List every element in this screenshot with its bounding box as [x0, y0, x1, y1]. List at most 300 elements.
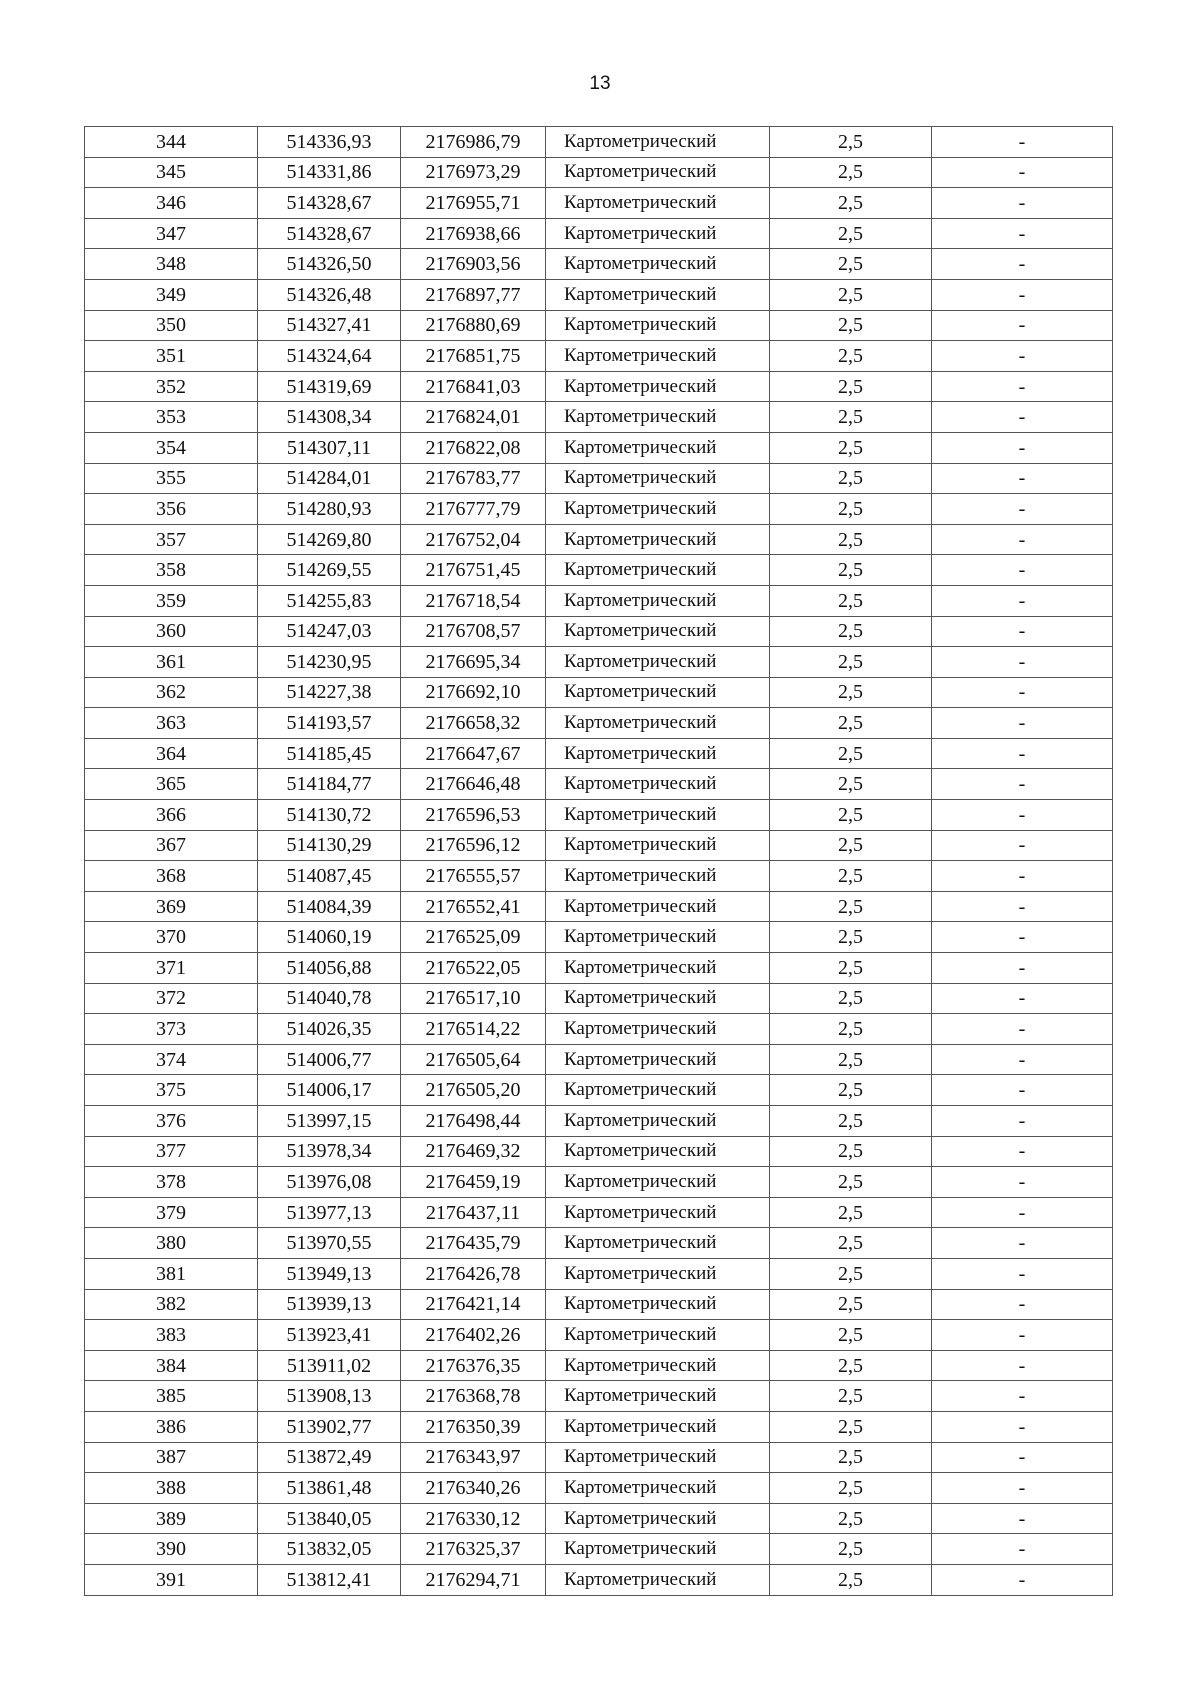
description-cell: - — [932, 1289, 1113, 1320]
table-row — [85, 1197, 1113, 1228]
accuracy-cell: 2,5 — [770, 647, 932, 678]
accuracy-cell: 2,5 — [770, 1106, 932, 1137]
description-cell: - — [932, 1014, 1113, 1045]
table-row — [85, 1136, 1113, 1167]
table-row — [85, 1350, 1113, 1381]
y-coordinate-cell: 2176514,22 — [401, 1014, 546, 1045]
accuracy-cell: 2,5 — [770, 494, 932, 525]
description-cell: - — [932, 463, 1113, 494]
x-coordinate-cell: 514040,78 — [258, 983, 401, 1014]
x-coordinate-cell: 513949,13 — [258, 1258, 401, 1289]
method-cell: Картометрический — [546, 1411, 770, 1442]
x-coordinate-cell: 514328,67 — [258, 218, 401, 249]
y-coordinate-cell: 2176822,08 — [401, 432, 546, 463]
table-row — [85, 157, 1113, 188]
method-cell: Картометрический — [546, 1564, 770, 1595]
description-cell: - — [932, 1534, 1113, 1565]
point-number-cell: 382 — [85, 1289, 258, 1320]
table-row — [85, 647, 1113, 678]
method-cell: Картометрический — [546, 1075, 770, 1106]
table-row — [85, 402, 1113, 433]
table-row — [85, 922, 1113, 953]
table-row — [85, 1473, 1113, 1504]
description-cell: - — [932, 371, 1113, 402]
x-coordinate-cell: 514269,55 — [258, 555, 401, 586]
table-row — [85, 371, 1113, 402]
accuracy-cell: 2,5 — [770, 1503, 932, 1534]
x-coordinate-cell: 514006,17 — [258, 1075, 401, 1106]
method-cell: Картометрический — [546, 555, 770, 586]
table-row — [85, 1564, 1113, 1595]
description-cell: - — [932, 1258, 1113, 1289]
table-row — [85, 279, 1113, 310]
table-row — [85, 310, 1113, 341]
table-row — [85, 1442, 1113, 1473]
description-cell: - — [932, 188, 1113, 219]
method-cell: Картометрический — [546, 432, 770, 463]
point-number-cell: 361 — [85, 647, 258, 678]
description-cell: - — [932, 310, 1113, 341]
method-cell: Картометрический — [546, 953, 770, 984]
y-coordinate-cell: 2176777,79 — [401, 494, 546, 525]
table-row — [85, 341, 1113, 372]
point-number-cell: 365 — [85, 769, 258, 800]
accuracy-cell: 2,5 — [770, 524, 932, 555]
description-cell: - — [932, 1473, 1113, 1504]
point-number-cell: 349 — [85, 279, 258, 310]
method-cell: Картометрический — [546, 279, 770, 310]
y-coordinate-cell: 2176986,79 — [401, 127, 546, 158]
x-coordinate-cell: 514130,72 — [258, 800, 401, 831]
table-row — [85, 708, 1113, 739]
method-cell: Картометрический — [546, 708, 770, 739]
x-coordinate-cell: 514326,48 — [258, 279, 401, 310]
y-coordinate-cell: 2176517,10 — [401, 983, 546, 1014]
x-coordinate-cell: 514026,35 — [258, 1014, 401, 1045]
y-coordinate-cell: 2176522,05 — [401, 953, 546, 984]
x-coordinate-cell: 514308,34 — [258, 402, 401, 433]
accuracy-cell: 2,5 — [770, 1044, 932, 1075]
table-row — [85, 1106, 1113, 1137]
description-cell: - — [932, 249, 1113, 280]
description-cell: - — [932, 127, 1113, 158]
description-cell: - — [932, 524, 1113, 555]
table-row — [85, 1228, 1113, 1259]
method-cell: Картометрический — [546, 1289, 770, 1320]
point-number-cell: 373 — [85, 1014, 258, 1045]
accuracy-cell: 2,5 — [770, 585, 932, 616]
method-cell: Картометрический — [546, 371, 770, 402]
coordinates-table-body — [85, 127, 1113, 1596]
description-cell: - — [932, 1381, 1113, 1412]
point-number-cell: 385 — [85, 1381, 258, 1412]
description-cell: - — [932, 1228, 1113, 1259]
page-number: 13 — [589, 73, 611, 94]
x-coordinate-cell: 513902,77 — [258, 1411, 401, 1442]
table-row — [85, 1258, 1113, 1289]
accuracy-cell: 2,5 — [770, 1442, 932, 1473]
x-coordinate-cell: 514269,80 — [258, 524, 401, 555]
table-row — [85, 800, 1113, 831]
point-number-cell: 372 — [85, 983, 258, 1014]
x-coordinate-cell: 514247,03 — [258, 616, 401, 647]
y-coordinate-cell: 2176752,04 — [401, 524, 546, 555]
method-cell: Картометрический — [546, 1258, 770, 1289]
point-number-cell: 354 — [85, 432, 258, 463]
y-coordinate-cell: 2176505,20 — [401, 1075, 546, 1106]
x-coordinate-cell: 514185,45 — [258, 738, 401, 769]
y-coordinate-cell: 2176459,19 — [401, 1167, 546, 1198]
point-number-cell: 374 — [85, 1044, 258, 1075]
point-number-cell: 375 — [85, 1075, 258, 1106]
point-number-cell: 379 — [85, 1197, 258, 1228]
x-coordinate-cell: 514328,67 — [258, 188, 401, 219]
point-number-cell: 384 — [85, 1350, 258, 1381]
y-coordinate-cell: 2176938,66 — [401, 218, 546, 249]
x-coordinate-cell: 513976,08 — [258, 1167, 401, 1198]
description-cell: - — [932, 1044, 1113, 1075]
table-row — [85, 1014, 1113, 1045]
method-cell: Картометрический — [546, 463, 770, 494]
point-number-cell: 351 — [85, 341, 258, 372]
x-coordinate-cell: 514060,19 — [258, 922, 401, 953]
accuracy-cell: 2,5 — [770, 157, 932, 188]
table-row — [85, 830, 1113, 861]
accuracy-cell: 2,5 — [770, 708, 932, 739]
x-coordinate-cell: 513872,49 — [258, 1442, 401, 1473]
description-cell: - — [932, 432, 1113, 463]
method-cell: Картометрический — [546, 1473, 770, 1504]
y-coordinate-cell: 2176376,35 — [401, 1350, 546, 1381]
y-coordinate-cell: 2176555,57 — [401, 861, 546, 892]
x-coordinate-cell: 514056,88 — [258, 953, 401, 984]
description-cell: - — [932, 1106, 1113, 1137]
y-coordinate-cell: 2176340,26 — [401, 1473, 546, 1504]
description-cell: - — [932, 279, 1113, 310]
x-coordinate-cell: 513832,05 — [258, 1534, 401, 1565]
point-number-cell: 366 — [85, 800, 258, 831]
accuracy-cell: 2,5 — [770, 616, 932, 647]
description-cell: - — [932, 891, 1113, 922]
description-cell: - — [932, 738, 1113, 769]
x-coordinate-cell: 514006,77 — [258, 1044, 401, 1075]
method-cell: Картометрический — [546, 1350, 770, 1381]
accuracy-cell: 2,5 — [770, 555, 932, 586]
point-number-cell: 350 — [85, 310, 258, 341]
table-row — [85, 432, 1113, 463]
method-cell: Картометрический — [546, 1381, 770, 1412]
accuracy-cell: 2,5 — [770, 1411, 932, 1442]
description-cell: - — [932, 1503, 1113, 1534]
table-row — [85, 249, 1113, 280]
point-number-cell: 346 — [85, 188, 258, 219]
description-cell: - — [932, 555, 1113, 586]
y-coordinate-cell: 2176955,71 — [401, 188, 546, 219]
method-cell: Картометрический — [546, 494, 770, 525]
y-coordinate-cell: 2176596,12 — [401, 830, 546, 861]
y-coordinate-cell: 2176552,41 — [401, 891, 546, 922]
method-cell: Картометрический — [546, 1320, 770, 1351]
y-coordinate-cell: 2176325,37 — [401, 1534, 546, 1565]
method-cell: Картометрический — [546, 524, 770, 555]
accuracy-cell: 2,5 — [770, 432, 932, 463]
y-coordinate-cell: 2176368,78 — [401, 1381, 546, 1412]
point-number-cell: 381 — [85, 1258, 258, 1289]
table-row — [85, 616, 1113, 647]
method-cell: Картометрический — [546, 188, 770, 219]
method-cell: Картометрический — [546, 891, 770, 922]
y-coordinate-cell: 2176646,48 — [401, 769, 546, 800]
x-coordinate-cell: 514087,45 — [258, 861, 401, 892]
description-cell: - — [932, 1167, 1113, 1198]
x-coordinate-cell: 513861,48 — [258, 1473, 401, 1504]
point-number-cell: 358 — [85, 555, 258, 586]
point-number-cell: 391 — [85, 1564, 258, 1595]
y-coordinate-cell: 2176402,26 — [401, 1320, 546, 1351]
method-cell: Картометрический — [546, 769, 770, 800]
table-row — [85, 953, 1113, 984]
accuracy-cell: 2,5 — [770, 1473, 932, 1504]
y-coordinate-cell: 2176903,56 — [401, 249, 546, 280]
table-row — [85, 1075, 1113, 1106]
table-row — [85, 127, 1113, 158]
accuracy-cell: 2,5 — [770, 1381, 932, 1412]
description-cell: - — [932, 1075, 1113, 1106]
method-cell: Картометрический — [546, 1167, 770, 1198]
point-number-cell: 369 — [85, 891, 258, 922]
method-cell: Картометрический — [546, 157, 770, 188]
x-coordinate-cell: 514184,77 — [258, 769, 401, 800]
y-coordinate-cell: 2176421,14 — [401, 1289, 546, 1320]
point-number-cell: 357 — [85, 524, 258, 555]
accuracy-cell: 2,5 — [770, 188, 932, 219]
y-coordinate-cell: 2176330,12 — [401, 1503, 546, 1534]
accuracy-cell: 2,5 — [770, 1197, 932, 1228]
y-coordinate-cell: 2176435,79 — [401, 1228, 546, 1259]
description-cell: - — [932, 830, 1113, 861]
x-coordinate-cell: 513978,34 — [258, 1136, 401, 1167]
method-cell: Картометрический — [546, 585, 770, 616]
table-row — [85, 1289, 1113, 1320]
x-coordinate-cell: 514327,41 — [258, 310, 401, 341]
method-cell: Картометрический — [546, 1534, 770, 1565]
description-cell: - — [932, 341, 1113, 372]
x-coordinate-cell: 514230,95 — [258, 647, 401, 678]
point-number-cell: 380 — [85, 1228, 258, 1259]
method-cell: Картометрический — [546, 616, 770, 647]
x-coordinate-cell: 514084,39 — [258, 891, 401, 922]
accuracy-cell: 2,5 — [770, 218, 932, 249]
accuracy-cell: 2,5 — [770, 983, 932, 1014]
accuracy-cell: 2,5 — [770, 1167, 932, 1198]
x-coordinate-cell: 514280,93 — [258, 494, 401, 525]
method-cell: Картометрический — [546, 341, 770, 372]
table-row — [85, 555, 1113, 586]
description-cell: - — [932, 1442, 1113, 1473]
point-number-cell: 360 — [85, 616, 258, 647]
y-coordinate-cell: 2176783,77 — [401, 463, 546, 494]
point-number-cell: 371 — [85, 953, 258, 984]
table-row — [85, 1320, 1113, 1351]
table-row — [85, 524, 1113, 555]
table-row — [85, 1534, 1113, 1565]
method-cell: Картометрический — [546, 310, 770, 341]
accuracy-cell: 2,5 — [770, 953, 932, 984]
y-coordinate-cell: 2176343,97 — [401, 1442, 546, 1473]
accuracy-cell: 2,5 — [770, 127, 932, 158]
description-cell: - — [932, 861, 1113, 892]
point-number-cell: 376 — [85, 1106, 258, 1137]
accuracy-cell: 2,5 — [770, 1136, 932, 1167]
description-cell: - — [932, 1564, 1113, 1595]
y-coordinate-cell: 2176851,75 — [401, 341, 546, 372]
point-number-cell: 355 — [85, 463, 258, 494]
point-number-cell: 344 — [85, 127, 258, 158]
method-cell: Картометрический — [546, 1442, 770, 1473]
point-number-cell: 387 — [85, 1442, 258, 1473]
y-coordinate-cell: 2176505,64 — [401, 1044, 546, 1075]
method-cell: Картометрический — [546, 677, 770, 708]
y-coordinate-cell: 2176658,32 — [401, 708, 546, 739]
method-cell: Картометрический — [546, 1014, 770, 1045]
y-coordinate-cell: 2176897,77 — [401, 279, 546, 310]
description-cell: - — [932, 647, 1113, 678]
description-cell: - — [932, 402, 1113, 433]
y-coordinate-cell: 2176880,69 — [401, 310, 546, 341]
accuracy-cell: 2,5 — [770, 830, 932, 861]
method-cell: Картометрический — [546, 1044, 770, 1075]
x-coordinate-cell: 514326,50 — [258, 249, 401, 280]
method-cell: Картометрический — [546, 738, 770, 769]
accuracy-cell: 2,5 — [770, 1258, 932, 1289]
accuracy-cell: 2,5 — [770, 891, 932, 922]
accuracy-cell: 2,5 — [770, 310, 932, 341]
accuracy-cell: 2,5 — [770, 1534, 932, 1565]
accuracy-cell: 2,5 — [770, 1075, 932, 1106]
description-cell: - — [932, 1320, 1113, 1351]
accuracy-cell: 2,5 — [770, 677, 932, 708]
method-cell: Картометрический — [546, 861, 770, 892]
accuracy-cell: 2,5 — [770, 1320, 932, 1351]
point-number-cell: 378 — [85, 1167, 258, 1198]
accuracy-cell: 2,5 — [770, 800, 932, 831]
accuracy-cell: 2,5 — [770, 1014, 932, 1045]
x-coordinate-cell: 513977,13 — [258, 1197, 401, 1228]
x-coordinate-cell: 513939,13 — [258, 1289, 401, 1320]
accuracy-cell: 2,5 — [770, 463, 932, 494]
description-cell: - — [932, 708, 1113, 739]
x-coordinate-cell: 513970,55 — [258, 1228, 401, 1259]
point-number-cell: 386 — [85, 1411, 258, 1442]
point-number-cell: 377 — [85, 1136, 258, 1167]
table-row — [85, 1411, 1113, 1442]
point-number-cell: 353 — [85, 402, 258, 433]
point-number-cell: 362 — [85, 677, 258, 708]
table-row — [85, 1381, 1113, 1412]
method-cell: Картометрический — [546, 218, 770, 249]
point-number-cell: 388 — [85, 1473, 258, 1504]
method-cell: Картометрический — [546, 1136, 770, 1167]
accuracy-cell: 2,5 — [770, 279, 932, 310]
table-row — [85, 188, 1113, 219]
point-number-cell: 390 — [85, 1534, 258, 1565]
x-coordinate-cell: 514284,01 — [258, 463, 401, 494]
description-cell: - — [932, 769, 1113, 800]
y-coordinate-cell: 2176973,29 — [401, 157, 546, 188]
table-row — [85, 1167, 1113, 1198]
x-coordinate-cell: 513923,41 — [258, 1320, 401, 1351]
table-row — [85, 218, 1113, 249]
table-row — [85, 585, 1113, 616]
description-cell: - — [932, 1350, 1113, 1381]
accuracy-cell: 2,5 — [770, 341, 932, 372]
y-coordinate-cell: 2176647,67 — [401, 738, 546, 769]
description-cell: - — [932, 677, 1113, 708]
method-cell: Картометрический — [546, 830, 770, 861]
description-cell: - — [932, 800, 1113, 831]
method-cell: Картометрический — [546, 1228, 770, 1259]
x-coordinate-cell: 514130,29 — [258, 830, 401, 861]
table-row — [85, 677, 1113, 708]
method-cell: Картометрический — [546, 1106, 770, 1137]
x-coordinate-cell: 513911,02 — [258, 1350, 401, 1381]
method-cell: Картометрический — [546, 800, 770, 831]
x-coordinate-cell: 514227,38 — [258, 677, 401, 708]
y-coordinate-cell: 2176695,34 — [401, 647, 546, 678]
point-number-cell: 352 — [85, 371, 258, 402]
description-cell: - — [932, 983, 1113, 1014]
method-cell: Картометрический — [546, 249, 770, 280]
accuracy-cell: 2,5 — [770, 1228, 932, 1259]
x-coordinate-cell: 514331,86 — [258, 157, 401, 188]
y-coordinate-cell: 2176841,03 — [401, 371, 546, 402]
point-number-cell: 348 — [85, 249, 258, 280]
y-coordinate-cell: 2176708,57 — [401, 616, 546, 647]
method-cell: Картометрический — [546, 983, 770, 1014]
table-row — [85, 494, 1113, 525]
y-coordinate-cell: 2176294,71 — [401, 1564, 546, 1595]
accuracy-cell: 2,5 — [770, 1289, 932, 1320]
y-coordinate-cell: 2176692,10 — [401, 677, 546, 708]
description-cell: - — [932, 1197, 1113, 1228]
accuracy-cell: 2,5 — [770, 769, 932, 800]
method-cell: Картометрический — [546, 1503, 770, 1534]
x-coordinate-cell: 514336,93 — [258, 127, 401, 158]
description-cell: - — [932, 218, 1113, 249]
x-coordinate-cell: 513812,41 — [258, 1564, 401, 1595]
x-coordinate-cell: 513840,05 — [258, 1503, 401, 1534]
table-row — [85, 1044, 1113, 1075]
accuracy-cell: 2,5 — [770, 402, 932, 433]
table-row — [85, 983, 1113, 1014]
y-coordinate-cell: 2176751,45 — [401, 555, 546, 586]
description-cell: - — [932, 616, 1113, 647]
point-number-cell: 363 — [85, 708, 258, 739]
x-coordinate-cell: 514307,11 — [258, 432, 401, 463]
point-number-cell: 359 — [85, 585, 258, 616]
description-cell: - — [932, 585, 1113, 616]
x-coordinate-cell: 513908,13 — [258, 1381, 401, 1412]
description-cell: - — [932, 953, 1113, 984]
description-cell: - — [932, 157, 1113, 188]
table-row — [85, 738, 1113, 769]
y-coordinate-cell: 2176469,32 — [401, 1136, 546, 1167]
accuracy-cell: 2,5 — [770, 1350, 932, 1381]
y-coordinate-cell: 2176596,53 — [401, 800, 546, 831]
description-cell: - — [932, 1411, 1113, 1442]
method-cell: Картометрический — [546, 922, 770, 953]
coordinates-table — [84, 126, 1113, 1596]
